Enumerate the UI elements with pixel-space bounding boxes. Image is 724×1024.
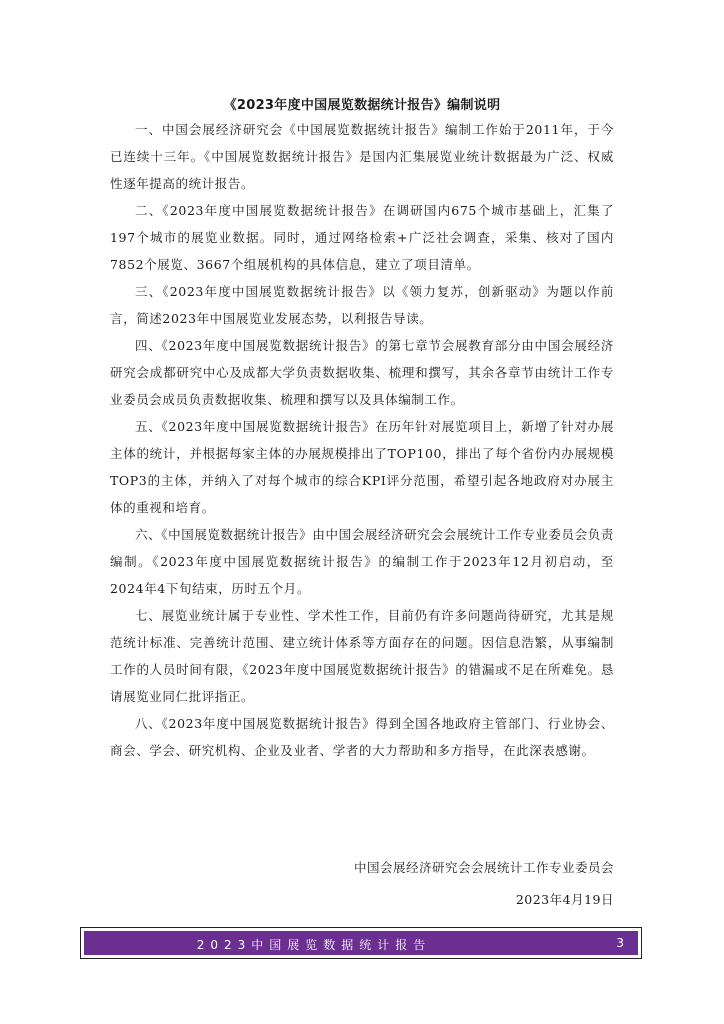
footer-title: 2023中国展览数据统计报告 [196, 938, 432, 952]
paragraph-4: 四、《2023年度中国展览数据统计报告》的第七章节会展教育部分由中国会展经济研究会成都研究中心及成都大学负责数据收集、梳理和撰写，其余各章节由统计工作专业委员会成员负责数据收集、梳理和撰写以及具体编制工作。 [110, 338, 614, 407]
paragraph-1: 一、中国会展经济研究会《中国展览数据统计报告》编制工作始于2011年，于今已连续十三年。《中国展览数据统计报告》是国内汇集展览业统计数据最为广泛、权威性逐年提高的统计报告。 [110, 122, 614, 191]
paragraph-6: 六、《中国展览数据统计报告》由中国会展经济研究会会展统计工作专业委员会负责编制。《2023年度中国展览数据统计报告》的编制工作于2023年12月初启动，至2024年4下旬结束，历时五个月。 [110, 527, 614, 596]
footer-bar [84, 931, 638, 955]
signature-date: 2023年4月19日 [515, 892, 614, 907]
page-title: 《2023年度中国展览数据统计报告》编制说明 [223, 98, 501, 113]
page-number: 3 [616, 936, 624, 950]
paragraph-7: 七、展览业统计属于专业性、学术性工作，目前仍有许多问题尚待研究，尤其是规范统计标准、完善统计范围、建立统计体系等方面存在的问题。因信息浩繁，从事编制工作的人员时间有限，《2023年度中国展览数据统计报告》的错漏或不足在所难免。恳请展览业同仁批评指正。 [110, 608, 614, 704]
body-text [110, 116, 614, 764]
paragraph-2: 二、《2023年度中国展览数据统计报告》在调研国内675个城市基础上，汇集了197个城市的展览业数据。同时，通过网络检索+广泛社会调查，采集、核对了国内7852个展览、3667个组展机构的具体信息，建立了项目清单。 [110, 203, 614, 272]
paragraph-8: 八、《2023年度中国展览数据统计报告》得到全国各地政府主管部门、行业协会、商会、学会、研究机构、企业及业者、学者的大力帮助和多方指导，在此深表感谢。 [110, 716, 614, 758]
signature-organization: 中国会展经济研究会会展统计工作专业委员会 [353, 860, 614, 875]
paragraph-3: 三、《2023年度中国展览数据统计报告》以《领力复苏，创新驱动》为题以作前言，简述2023年中国展览业发展态势，以利报告导读。 [110, 284, 614, 326]
page-footer [80, 927, 642, 959]
paragraph-5: 五、《2023年度中国展览数据统计报告》在历年针对展览项目上，新增了针对办展主体的统计，并根据每家主体的办展规模排出了TOP100，排出了每个省份内办展规模TOP3的主体，并纳入了对每个城市的综合KPI评分范围，希望引起各地政府对办展主体的重视和培育。 [110, 419, 614, 515]
